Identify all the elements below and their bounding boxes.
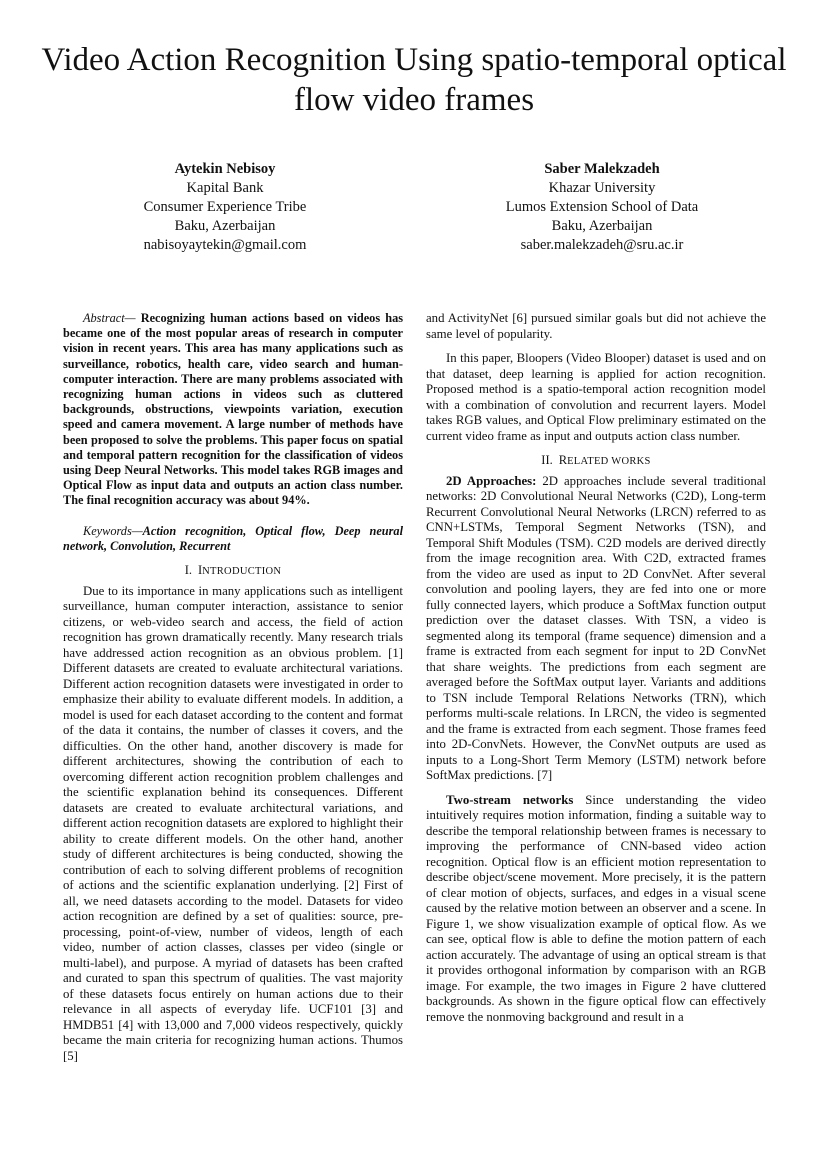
keywords-label: Keywords— xyxy=(83,523,143,538)
continuation-paragraph: and ActivityNet [6] pursued similar goals but did not achieve the same level of popularity. xyxy=(426,311,766,341)
author-block-2 xyxy=(452,160,752,255)
author-email: saber.malekzadeh@sru.ac.ir xyxy=(520,237,684,253)
abstract xyxy=(63,311,403,509)
author-department: Lumos Extension School of Data xyxy=(505,199,699,215)
two-stream-paragraph xyxy=(426,793,766,1026)
approaches-paragraph xyxy=(426,474,766,784)
section-heading-introduction: I. INTRODUCTION xyxy=(184,563,282,578)
author-block-1 xyxy=(75,160,375,255)
two-stream-text: Since understanding the video intuitively requires motion information, finding a suitable way to describe the temporal relationship between frames is necessary to improving the performance of CNN-based video action recognition. Optical flow is an efficient motion representation to describe object/scene movement. More precisely, it is the pattern of clear motion of objects, surfaces, and edges in a visual scene caused by the relative motion between an observer and a scene. In Figure 1, we show visualization example of optical flow. As we can see, optical flow is able to define the motion pattern of each action accurately. The advantage of using an optical stream is that it provides orthogonal information by comparison with an RGB image. For example, the two images in Figure 2 have cluttered backgrounds. As shown in the figure optical flow can effectively remove the nonmoving background and result in a xyxy=(426,792,766,1024)
approaches-text: 2D approaches include several traditional networks: 2D Convolutional Neural Networks (C2D), Long-term Recurrent Convolutional Neural Networks (LRCN) referred to as CNN+LSTMs, Temporal Segment Networks (TSN), and Temporal Shift Modules (TSM). C2D models are derived directly from the image recognition area. With C2D, extracted frames from the video are used as input to 2D ConvNet. After several convolution and pooling layers, they are fed into one or more fully connected layers, which produce a SoftMax function output prediction over the dataset classes. With TSN, a video is segmented along its temporal (frame sequence) dimension and a frame is extracted from each segment for input to 2D ConvNet that share weights. The predictions from each segment are averaged before the SoftMax output layer. Variants and additions to TSN include Temporal Relations Networks (TRN), which performs multi-scale relations. In LRCN, the video is segmented and the frame is extracted from each segment. Those frames feed into 2D-ConvNets. However, the ConvNet outputs are used as inputs to a Long-Short Term Memory (LSTM) network before SoftMax predictions. [7] xyxy=(426,473,767,782)
author-name: Saber Malekzadeh xyxy=(544,161,660,177)
intro-paragraph: Due to its importance in many applications such as intelligent surveillance, human computer interaction, assistance to senior citizens, or web-video search and access, the field of action recognition has grown dramatically recently. Many research trials have addressed action recognition as an obvious problem. [1] Different datasets are created to evaluate architectural variations. Different action recognition datasets were investigated in order to emphasize their ability to evaluate different models. In addition, a model is used for each dataset according to the content and format of the data it contains, the number of classes it covers, and the difficulties. On the other hand, another discovery is made for different architectures, showing the contribution of each to overcoming different action recognition problem challenges and the scientific explanation behind its consequences. Different datasets are created to evaluate architectural variations, and different action recognition datasets are explored to highlight their ability to create different models. On the other hand, another study of different architectures is being conducted, showing the contribution of each to solving different problems of recognition of actions and the scientific explanation underlying. [2] First of all, we need datasets according to the model. Datasets for video action recognition are defined by a set of qualities: source, pre-processing, point-of-view, number of videos, length of each video, number of action classes, classes per video (single or multi-label), and purpose. A myriad of datasets has been crafted and curated to span this spectrum of qualities. The vast majority of these datasets focus entirely on human actions due to their relevance in all aspects of everyday life. UCF101 [3] and HMDB51 [4] with 13,000 and 7,000 videos respectively, quickly became the main criteria for recognizing human actions. Thumos [5] xyxy=(63,583,403,1063)
two-stream-label: Two-stream networks xyxy=(446,792,574,807)
keywords xyxy=(63,524,403,554)
author-name: Aytekin Nebisoy xyxy=(174,161,276,177)
author-location: Baku, Azerbaijan xyxy=(551,218,653,234)
abstract-text: Recognizing human actions based on videos has became one of the most popular areas of research in computer vision in recent years. This area has many applications such as surveillance, robotics, health care, video search and human-computer interaction. There are many problems associated with recognizing human actions in videos such as cluttered backgrounds, obstructions, viewpoints variation, execution speed and camera movement. A large number of methods have been proposed to solve the problems. This paper focus on spatial and temporal pattern recognition for the classification of videos using Deep Neural Networks. This model takes RGB images and Optical Flow as input data and outputs an action class number. The final recognition accuracy was about 94%. xyxy=(63,311,403,508)
author-department: Consumer Experience Tribe xyxy=(143,199,307,215)
author-affiliation: Khazar University xyxy=(548,180,656,196)
author-email: nabisoyaytekin@gmail.com xyxy=(143,237,307,253)
abstract-label: Abstract— xyxy=(83,311,136,325)
section-heading-related-works: II. RELATED WORKS xyxy=(541,453,651,467)
author-location: Baku, Azerbaijan xyxy=(174,218,276,234)
paper-title: Video Action Recognition Using spatio-temporal optical flow video frames xyxy=(41,42,787,118)
right-column xyxy=(426,311,766,1025)
author-affiliation: Kapital Bank xyxy=(186,180,264,196)
left-column xyxy=(63,311,403,1064)
keywords-text: Action recognition, Optical flow, Deep neural network, Convolution, Recurrent xyxy=(63,523,403,553)
approaches-label: 2D Approaches: xyxy=(446,473,537,488)
paper-paragraph: In this paper, Bloopers (Video Blooper) dataset is used and on that dataset, deep learning is applied for action recognition. Proposed method is a spatio-temporal action recognition model with a combination of convolution and recurrent layers. Model takes RGB values, and Optical Flow preliminary estimated on the current video frame as input and outputs action class number. xyxy=(426,351,766,443)
